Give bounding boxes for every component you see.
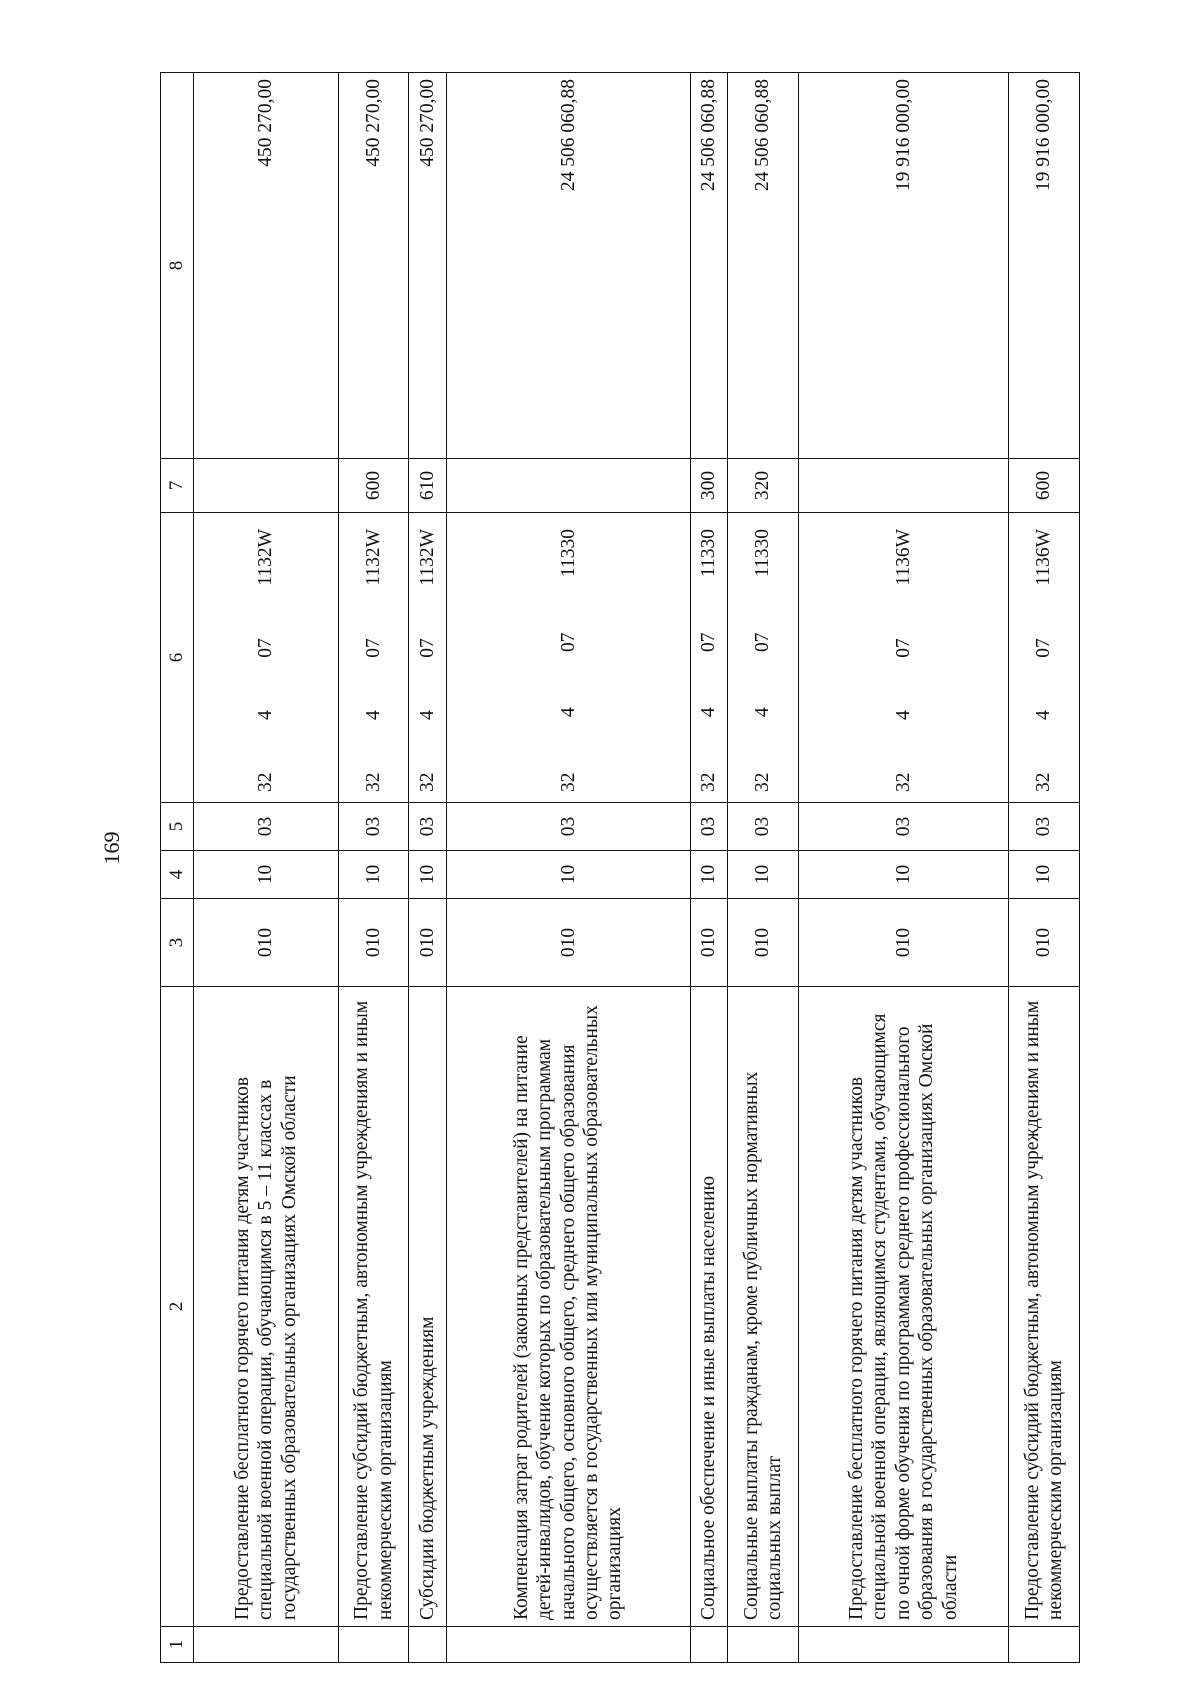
csr-part: 07 [557, 632, 579, 652]
csr-part: 1132W [255, 529, 277, 586]
row-name-cell: Социальные выплаты гражданам, кроме публичных нормативных социальных выплат [728, 987, 799, 1627]
target-article-cell [446, 513, 690, 803]
row-index-cell [728, 1627, 799, 1663]
subsection-code-cell: 03 [338, 803, 409, 851]
subsection-code-cell: 03 [409, 803, 446, 851]
target-article-cell [690, 513, 727, 803]
expense-type-cell: 300 [690, 459, 727, 513]
csr-part: 07 [417, 638, 439, 658]
target-article-cell [798, 513, 1008, 803]
target-article-cell [338, 513, 409, 803]
row-index-cell [1009, 1627, 1080, 1663]
csr-part: 1136W [892, 529, 914, 586]
csr-part: 11330 [557, 529, 579, 578]
section-code-cell: 10 [446, 851, 690, 899]
table-row [446, 73, 690, 1663]
csr-part: 32 [362, 772, 384, 792]
header-cell: 8 [161, 73, 194, 459]
row-index-cell [690, 1627, 727, 1663]
section-code-cell: 10 [409, 851, 446, 899]
csr-part: 32 [557, 772, 579, 792]
table-row [409, 73, 446, 1663]
subsection-code-cell: 03 [194, 803, 339, 851]
table-row [690, 73, 727, 1663]
csr-part: 07 [362, 638, 384, 658]
admin-code-cell: 010 [338, 899, 409, 987]
csr-part: 11330 [752, 529, 774, 578]
section-code-cell: 10 [728, 851, 799, 899]
csr-part: 1132W [362, 529, 384, 586]
row-name-cell: Предоставление субсидий бюджетным, автономным учреждениям и иным некоммерческим организациям [338, 987, 409, 1627]
subsection-code-cell: 03 [690, 803, 727, 851]
section-code-cell: 10 [798, 851, 1008, 899]
csr-part: 07 [698, 632, 720, 652]
table-row [338, 73, 409, 1663]
row-name-cell: Предоставление бесплатного горячего питания детям участников специальной военной операции, обучающимся в 5 – 11 классах в государственных образовательных организациях Омской области [194, 987, 339, 1627]
row-name-cell: Социальное обеспечение и иные выплаты населению [690, 987, 727, 1627]
header-cell: 5 [161, 803, 194, 851]
expense-type-cell [798, 459, 1008, 513]
row-index-cell [446, 1627, 690, 1663]
row-name-cell: Компенсация затрат родителей (законных представителей) на питание детей-инвалидов, обучение которых по образовательным программам начального общего, основного общего, среднего общего образования осуществляется в государственных или муниципальных образовательных организациях [446, 987, 690, 1627]
amount-cell: 24 506 060,88 [690, 73, 727, 459]
csr-part: 32 [417, 772, 439, 792]
csr-part: 1132W [417, 529, 439, 586]
csr-part: 07 [892, 638, 914, 658]
expense-type-cell [194, 459, 339, 513]
admin-code-cell: 010 [690, 899, 727, 987]
page-number: 169 [99, 831, 124, 865]
header-cell: 4 [161, 851, 194, 899]
table-row [798, 73, 1008, 1663]
csr-part: 4 [752, 707, 774, 718]
csr-part: 11330 [698, 529, 720, 578]
header-cell: 7 [161, 459, 194, 513]
section-code-cell: 10 [338, 851, 409, 899]
header-cell: 3 [161, 899, 194, 987]
table-row [1009, 73, 1080, 1663]
row-index-cell [194, 1627, 339, 1663]
amount-cell: 19 916 000,00 [798, 73, 1008, 459]
csr-part: 4 [362, 710, 384, 720]
csr-part: 4 [892, 710, 914, 720]
section-code-cell: 10 [690, 851, 727, 899]
amount-cell: 450 270,00 [338, 73, 409, 459]
target-article-cell [1009, 513, 1080, 803]
csr-part: 32 [752, 772, 774, 792]
row-name-cell: Предоставление субсидий бюджетным, автономным учреждениям и иным некоммерческим организациям [1009, 987, 1080, 1627]
csr-part: 4 [698, 707, 720, 718]
subsection-code-cell: 03 [446, 803, 690, 851]
expense-type-cell: 600 [1009, 459, 1080, 513]
expense-type-cell: 320 [728, 459, 799, 513]
row-name-cell: Предоставление бесплатного горячего питания детям участников специальной военной операции, являющимся студентами, обучающимся по очной форме обучения по программам среднего профессионального образования в государственных образовательных организациях Омской области [798, 987, 1008, 1627]
header-cell: 2 [161, 987, 194, 1627]
subsection-code-cell: 03 [798, 803, 1008, 851]
amount-cell: 450 270,00 [409, 73, 446, 459]
admin-code-cell: 010 [409, 899, 446, 987]
admin-code-cell: 010 [194, 899, 339, 987]
amount-cell: 24 506 060,88 [446, 73, 690, 459]
expense-type-cell: 600 [338, 459, 409, 513]
subsection-code-cell: 03 [728, 803, 799, 851]
table-row [194, 73, 339, 1663]
csr-part: 07 [752, 632, 774, 652]
csr-part: 32 [892, 772, 914, 792]
target-article-cell [728, 513, 799, 803]
csr-part: 32 [698, 772, 720, 792]
section-code-cell: 10 [1009, 851, 1080, 899]
amount-cell: 450 270,00 [194, 73, 339, 459]
csr-part: 07 [255, 638, 277, 658]
admin-code-cell: 010 [798, 899, 1008, 987]
target-article-cell [194, 513, 339, 803]
amount-cell: 19 916 000,00 [1009, 73, 1080, 459]
rotated-table-container [160, 73, 1080, 1663]
table-row [728, 73, 799, 1663]
row-index-cell [409, 1627, 446, 1663]
csr-part: 32 [255, 772, 277, 792]
section-code-cell: 10 [194, 851, 339, 899]
row-index-cell [798, 1627, 1008, 1663]
header-cell: 6 [161, 513, 194, 803]
subsection-code-cell: 03 [1009, 803, 1080, 851]
admin-code-cell: 010 [728, 899, 799, 987]
csr-part: 4 [255, 710, 277, 720]
csr-part: 4 [557, 707, 579, 718]
row-name-cell: Субсидии бюджетным учреждениям [409, 987, 446, 1627]
csr-part: 4 [417, 710, 439, 720]
csr-part: 4 [1033, 710, 1055, 720]
expense-type-cell [446, 459, 690, 513]
budget-table [160, 72, 1080, 1663]
admin-code-cell: 010 [1009, 899, 1080, 987]
csr-part: 07 [1033, 638, 1055, 658]
amount-cell: 24 506 060,88 [728, 73, 799, 459]
header-row [161, 73, 194, 1663]
target-article-cell [409, 513, 446, 803]
admin-code-cell: 010 [446, 899, 690, 987]
row-index-cell [338, 1627, 409, 1663]
csr-part: 1136W [1033, 529, 1055, 586]
header-cell: 1 [161, 1627, 194, 1663]
csr-part: 32 [1033, 772, 1055, 792]
expense-type-cell: 610 [409, 459, 446, 513]
